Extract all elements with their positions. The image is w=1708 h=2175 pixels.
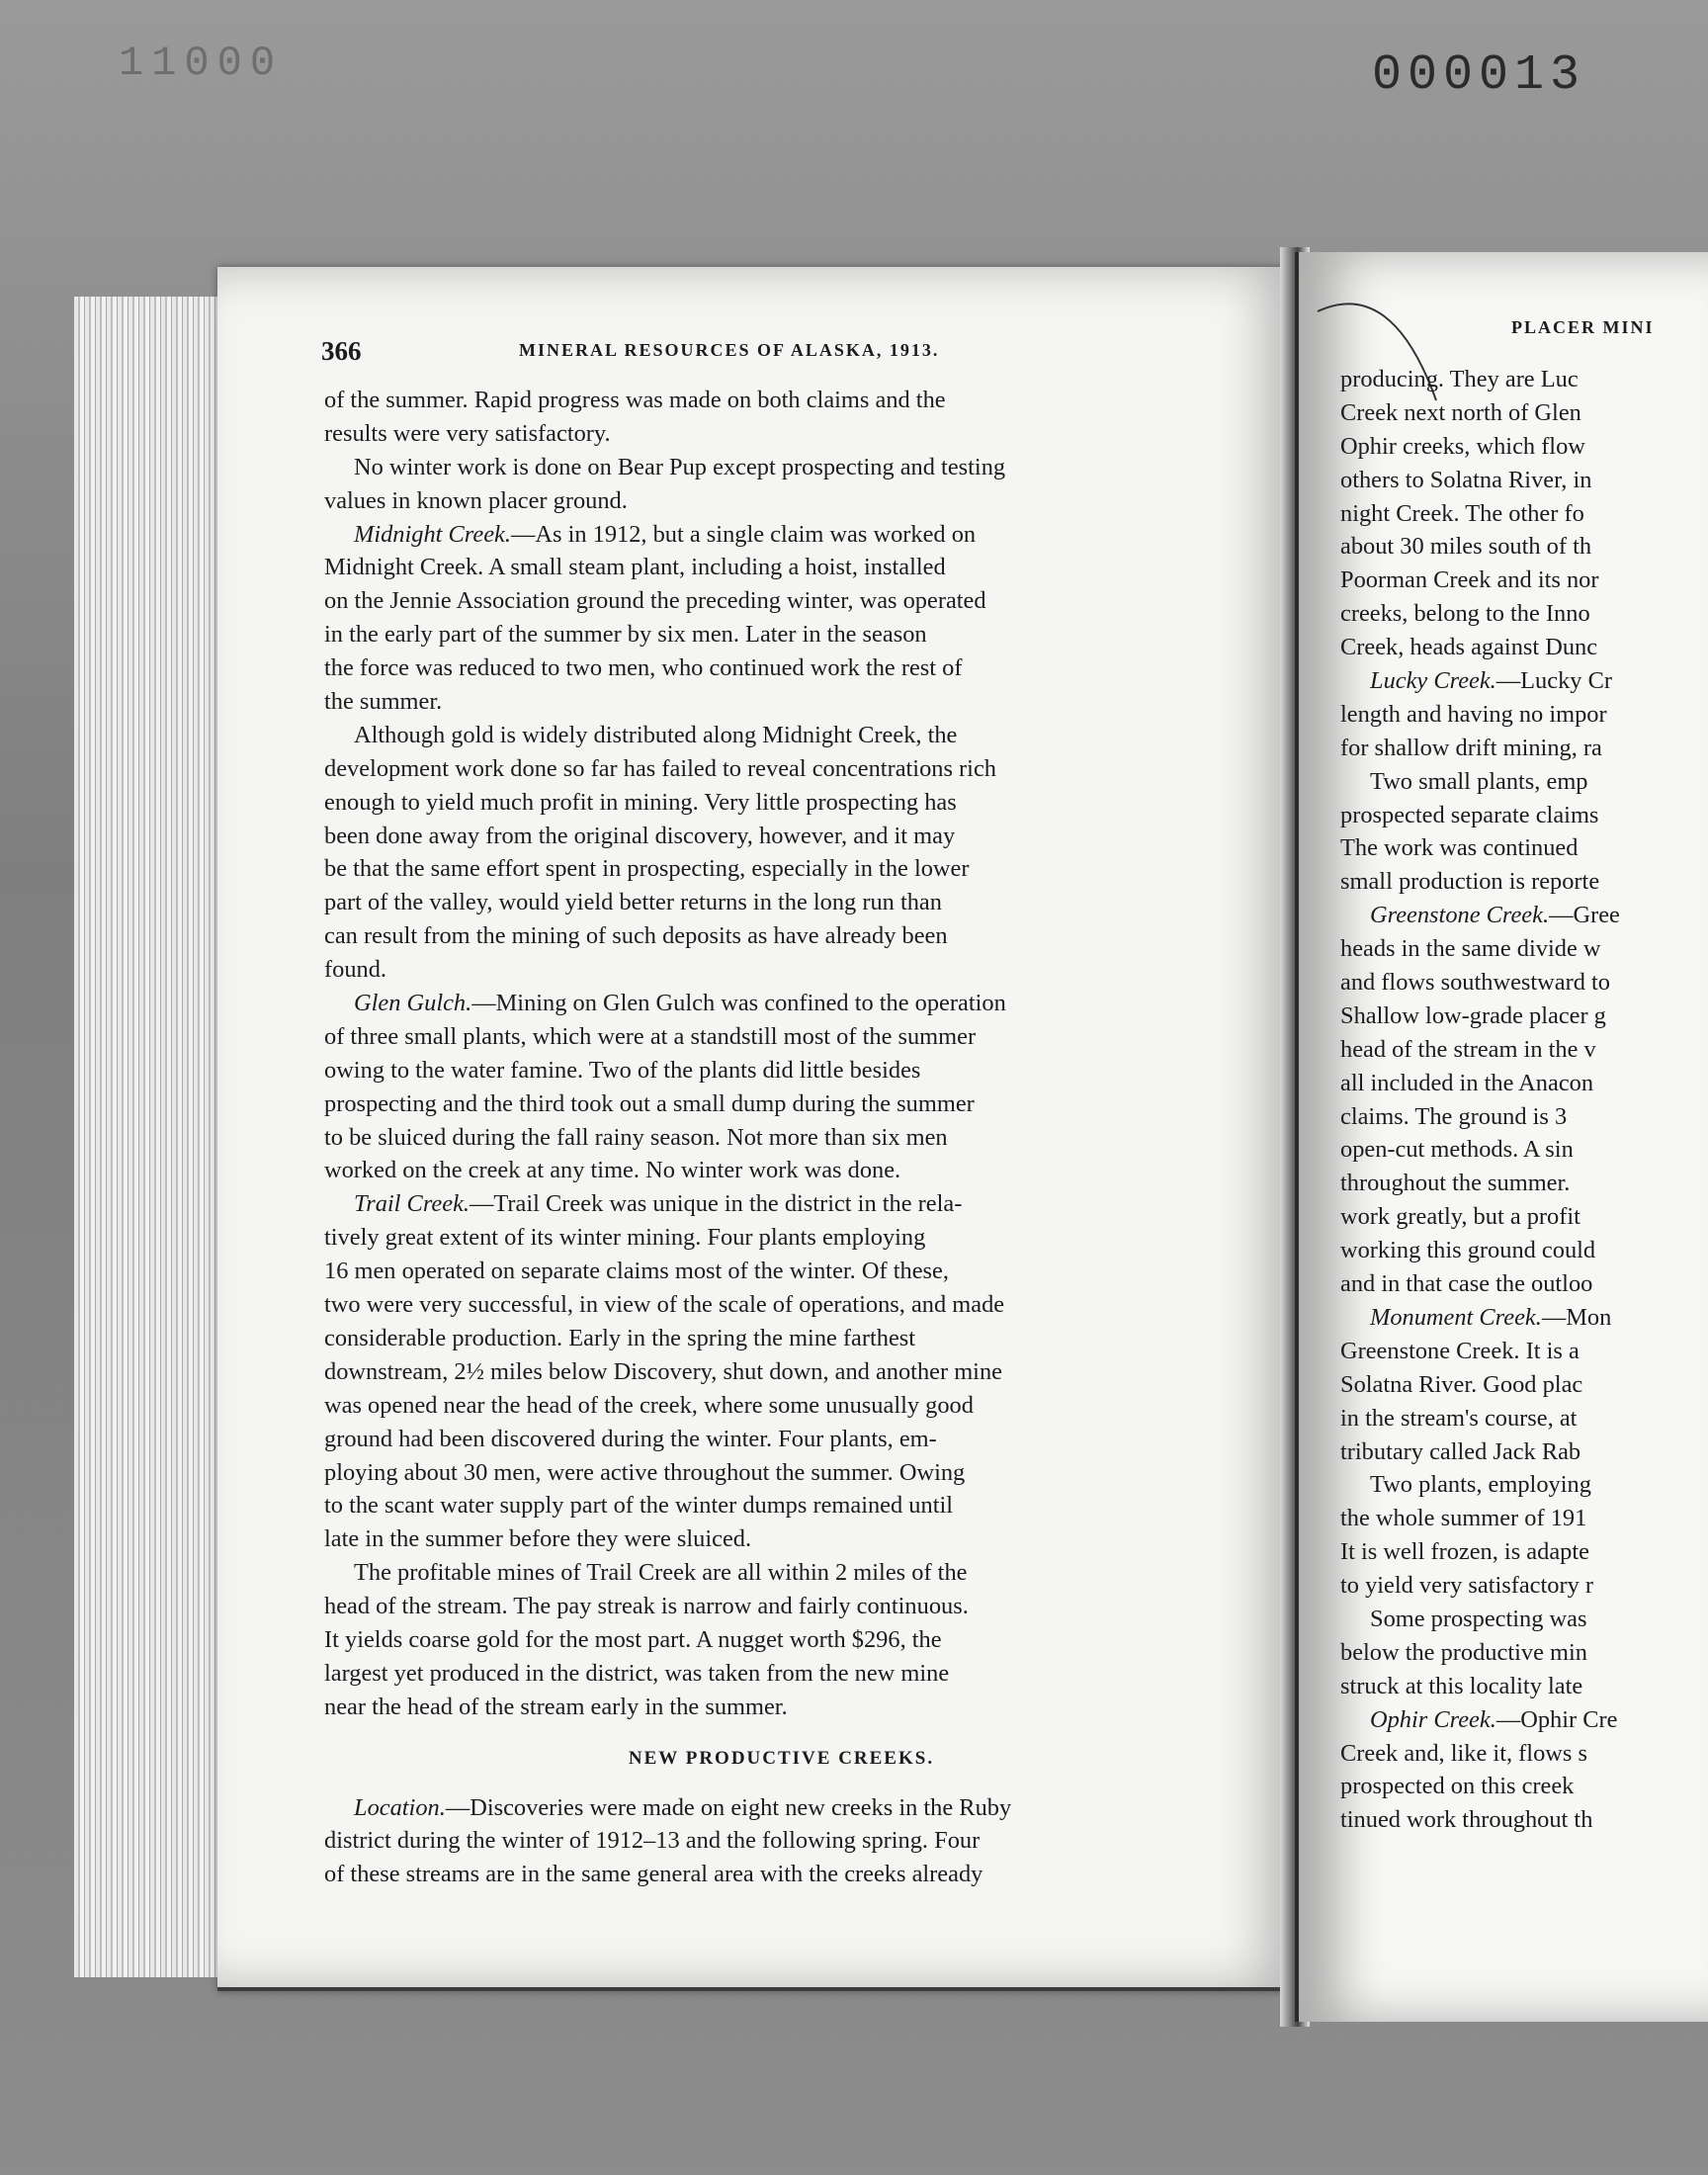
text-line [1340,1234,1708,1267]
line-text: tinued work throughout th [1340,1806,1593,1834]
text-line [324,1489,1209,1522]
text-line [1340,1535,1708,1569]
text-line [1340,799,1708,832]
text-line [1340,1000,1708,1033]
text-line [324,1556,1209,1590]
left-page-body [324,384,1209,1891]
line-text: tributary called Jack Rab [1340,1437,1581,1465]
line-text: length and having no impor [1340,700,1607,728]
line-text: results were very satisfactory. [324,419,611,447]
text-line [1340,430,1708,464]
paragraph-lead-italic: Ophir Creek. [1370,1705,1496,1733]
text-line [324,518,1209,552]
text-line [324,551,1209,584]
line-text: throughout the summer. [1340,1170,1571,1197]
text-line [1340,631,1708,664]
line-text: district during the winter of 1912–13 and the following spring. Four [324,1827,981,1855]
line-text: The work was continued [1340,834,1579,862]
line-text: of these streams are in the same general area with the creeks already [324,1861,983,1888]
line-text: It yields coarse gold for the most part. A nugget worth $296, the [324,1625,942,1653]
line-text: for shallow drift mining, ra [1340,734,1602,761]
text-line [324,1054,1209,1088]
text-line [1340,1267,1708,1301]
line-text: The profitable mines of Trail Creek are all within 2 miles of the [354,1559,968,1587]
text-line [324,1288,1209,1322]
paragraph-lead-italic: Glen Gulch. [354,990,472,1017]
text-line [1340,865,1708,899]
text-line [324,919,1209,953]
text-line [1340,396,1708,430]
line-text: of three small plants, which were at a standstill most of the summer [324,1022,977,1050]
line-text: late in the summer before they were sluiced. [324,1525,752,1553]
line-text: open-cut methods. A sin [1340,1136,1574,1164]
line-text: downstream, 2½ miles below Discovery, shut down, and another mine [324,1357,1002,1385]
text-line [1340,1368,1708,1402]
text-line [1340,1067,1708,1100]
line-text: 16 men operated on separate claims most of the winter. Of these, [324,1258,949,1285]
line-text: to the scant water supply part of the winter dumps remained until [324,1492,954,1520]
line-text: and in that case the outloo [1340,1270,1593,1298]
text-line [324,1858,1209,1891]
text-line [324,1791,1209,1825]
line-text: struck at this locality late [1340,1672,1583,1699]
line-text: the whole summer of 191 [1340,1505,1587,1532]
line-text: Greenstone Creek. It is a [1340,1337,1580,1364]
line-text: —Discoveries were made on eight new creeks in the Ruby [445,1793,1012,1821]
text-line [324,618,1209,652]
text-line [324,384,1209,417]
line-text: —Gree [1549,902,1620,929]
line-text: enough to yield much profit in mining. Very little prospecting has [324,788,957,816]
line-text: prospected on this creek [1340,1773,1575,1800]
archive-stamp-faint: 11000 [119,40,284,87]
line-text: —Mining on Glen Gulch was confined to the operation [471,990,1006,1017]
text-line [1340,1200,1708,1234]
line-text: creeks, belong to the Inno [1340,600,1590,628]
line-text: and flows southwestward to [1340,969,1611,997]
text-line [1340,1803,1708,1837]
right-page [1295,252,1708,2022]
right-running-head: PLACER MINI [1511,317,1655,337]
line-text: Creek and, like it, flows s [1340,1739,1587,1767]
text-line [324,752,1209,786]
left-page-header [321,336,1270,376]
line-text: worked on the creek at any time. No winter work was done. [324,1157,901,1184]
text-line [1340,1770,1708,1803]
text-line [1340,966,1708,1000]
paragraph-lead-italic: Lucky Creek. [1370,667,1496,695]
text-line [1340,497,1708,531]
text-line [1340,932,1708,966]
text-line [324,1657,1209,1691]
line-text: ploying about 30 men, were active throughout the summer. Owing [324,1458,966,1486]
paragraph-lead-italic: Greenstone Creek. [1370,902,1550,929]
text-line [1340,698,1708,732]
text-line [1340,1569,1708,1603]
line-text: Although gold is widely distributed along Midnight Creek, the [354,721,958,748]
text-line [324,685,1209,719]
text-line [324,719,1209,752]
line-text: producing. They are Luc [1340,366,1579,392]
text-line [1340,1100,1708,1134]
line-text: heads in the same divide w [1340,935,1601,963]
text-line [1340,1603,1708,1636]
line-text: development work done so far has failed to reveal concentrations rich [324,754,996,782]
line-text: Two small plants, emp [1370,767,1588,795]
text-line [324,451,1209,484]
line-text: prospecting and the third took out a small dump during the summer [324,1089,975,1117]
text-line [324,852,1209,886]
text-line [324,1590,1209,1623]
left-lines-block [324,384,1209,1724]
line-text: to yield very satisfactory r [1340,1572,1594,1600]
line-text: part of the valley, would yield better returns in the long run than [324,889,942,916]
line-text: night Creek. The other fo [1340,499,1584,527]
section-heading: NEW PRODUCTIVE CREEKS. [628,1747,935,1769]
line-text: Creek, heads against Dunc [1340,634,1598,661]
text-line [1340,1436,1708,1469]
text-line [324,1154,1209,1187]
text-line [324,987,1209,1020]
line-text: Two plants, employing [1370,1471,1591,1499]
archive-page-number-stamp: 000013 [1372,47,1586,104]
line-text: two were very successful, in view of the scale of operations, and made [324,1291,1005,1319]
text-line [324,786,1209,820]
line-text: the summer. [324,688,443,716]
line-text: No winter work is done on Bear Pup except prospecting and testing [354,453,1006,480]
text-line [324,886,1209,919]
line-text: work greatly, but a profit [1340,1203,1580,1231]
text-line [1340,1167,1708,1200]
text-line [1340,363,1708,396]
text-line [1340,831,1708,865]
text-line [324,1020,1209,1054]
text-line [324,584,1209,618]
text-line [1340,597,1708,631]
text-line [1340,464,1708,497]
text-line [324,1187,1209,1221]
text-line [1340,1133,1708,1167]
text-line [324,1088,1209,1121]
line-text: It is well frozen, is adapte [1340,1538,1589,1566]
text-line [324,953,1209,987]
text-line [324,1691,1209,1724]
line-text: claims. The ground is 3 [1340,1102,1568,1130]
text-line [1340,1033,1708,1067]
line-text: be that the same effort spent in prospecting, especially in the lower [324,855,970,883]
text-line [324,1389,1209,1423]
line-text: prospected separate claims [1340,801,1599,828]
paragraph-lead-italic: Location. [354,1793,446,1821]
line-text: can result from the mining of such deposits as have already been [324,922,948,950]
text-line [324,417,1209,451]
text-line [1340,1636,1708,1670]
line-text: —Mon [1541,1303,1612,1331]
paragraph-lead-italic: Trail Creek. [354,1190,470,1218]
line-text: Midnight Creek. A small steam plant, including a hoist, installed [324,554,946,581]
line-text: owing to the water famine. Two of the plants did little besides [324,1056,921,1084]
text-line [1340,564,1708,597]
line-text: to be sluiced during the fall rainy season. Not more than six men [324,1123,948,1151]
line-text: Poorman Creek and its nor [1340,566,1599,594]
line-text: working this ground could [1340,1237,1596,1264]
paragraph-lead-italic: Monument Creek. [1370,1303,1542,1331]
line-text: tively great extent of its winter mining. Four plants employing [324,1224,926,1252]
text-line [324,1522,1209,1556]
text-line [324,1355,1209,1389]
line-text: considerable production. Early in the spring the mine farthest [324,1324,916,1351]
line-text: been done away from the original discovery, however, and it may [324,822,956,849]
line-text: —Lucky Cr [1495,667,1612,695]
book-page-edges [74,297,226,1977]
line-text: head of the stream. The pay streak is narrow and fairly continuous. [324,1593,969,1620]
line-text: all included in the Anacon [1340,1069,1594,1096]
line-text: Some prospecting was [1370,1605,1587,1632]
text-line [1340,765,1708,799]
line-text: found. [324,956,387,984]
line-text: Solatna River. Good plac [1340,1370,1583,1398]
line-text: was opened near the head of the creek, where some unusually good [324,1391,974,1419]
text-line [1340,1468,1708,1502]
line-text: of the summer. Rapid progress was made on both claims and the [324,387,946,413]
line-text: Shallow low-grade placer g [1340,1001,1606,1029]
line-text: —Trail Creek was unique in the district in the rela- [470,1190,963,1218]
text-line [1340,732,1708,765]
line-text: largest yet produced in the district, was taken from the new mine [324,1659,950,1687]
text-line [1340,1301,1708,1335]
line-text: small production is reporte [1340,868,1600,896]
line-text: below the productive min [1340,1638,1587,1666]
text-line [324,1255,1209,1288]
text-line [324,1456,1209,1490]
right-page-body [1340,363,1708,1837]
line-text: —As in 1912, but a single claim was worked on [510,520,977,548]
left-lines-after-block [324,1791,1209,1892]
text-line [1340,1703,1708,1737]
running-head: MINERAL RESOURCES OF ALASKA, 1913. [519,340,940,360]
text-line [1340,1502,1708,1535]
line-text: ground had been discovered during the winter. Four plants, em- [324,1425,937,1452]
line-text: in the stream's course, at [1340,1404,1578,1432]
line-text: —Ophir Cre [1495,1705,1618,1733]
line-text: on the Jennie Association ground the preceding winter, was operated [324,587,986,615]
text-line [1340,1402,1708,1436]
line-text: the force was reduced to two men, who continued work the rest of [324,654,963,682]
text-line [324,1322,1209,1355]
line-text: about 30 miles south of th [1340,533,1592,561]
line-text: head of the stream in the v [1340,1035,1596,1063]
text-line [1340,1670,1708,1703]
line-text: near the head of the stream early in the summer. [324,1693,788,1720]
text-line [324,820,1209,853]
text-line [1340,1335,1708,1368]
line-text: in the early part of the summer by six men. Later in the season [324,621,927,649]
text-line [324,1623,1209,1657]
text-line [324,1221,1209,1255]
line-text: Creek next north of Glen [1340,398,1581,426]
text-line [324,1824,1209,1858]
text-line [1340,530,1708,564]
page-number: 366 [321,336,362,366]
text-line [324,1423,1209,1456]
text-line [1340,1737,1708,1771]
left-page [217,267,1295,1991]
text-line [324,484,1209,518]
line-text: others to Solatna River, in [1340,466,1592,493]
text-line [1340,664,1708,698]
text-line [324,652,1209,685]
line-text: values in known placer ground. [324,486,628,514]
text-line [324,1121,1209,1155]
line-text: Ophir creeks, which flow [1340,432,1585,460]
paragraph-lead-italic: Midnight Creek. [354,520,511,548]
text-line [1340,899,1708,932]
